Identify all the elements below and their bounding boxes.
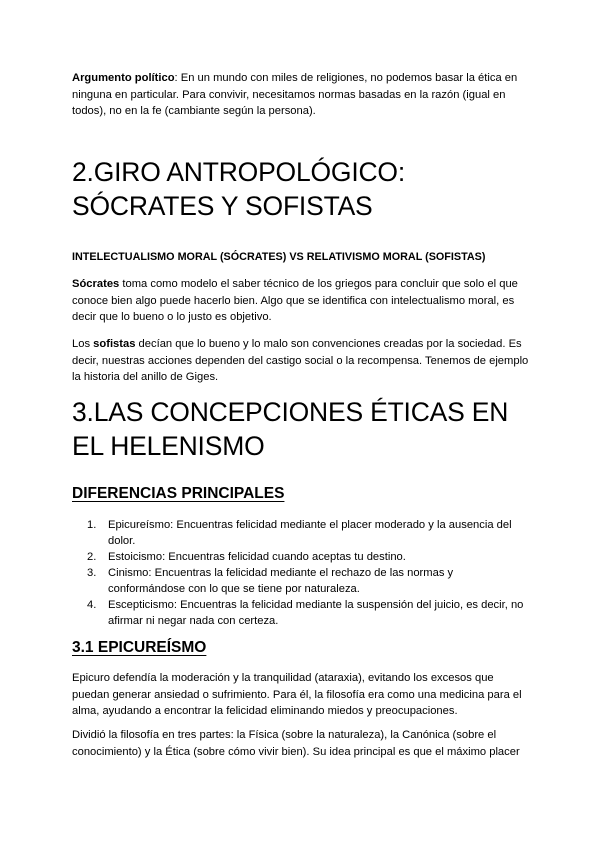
socrates-text: toma como modelo el saber técnico de los griegos para concluir que solo el que conoce bien algo puede hacerlo bien. Algo que se identifica con intelectualismo moral, es decir que lo bueno o lo justo es objetivo. [72, 278, 518, 323]
list-item-number: 1. [87, 519, 97, 531]
list-item-text: Escepticismo: Encuentras la felicidad mediante la suspensión del juicio, es decir, no afirmar ni negar nada con certeza. [108, 599, 524, 627]
sofistas-text: decían que lo bueno y lo malo son convenciones creadas por la sociedad. Es decir, nuestras acciones dependen del castigo social o la recompensa. Tenemos de ejemplo la historia del anillo de Giges. [72, 338, 529, 383]
epicureismo-text-1: Epicuro defendía la moderación y la tranquilidad (ataraxia), evitando los excesos que puedan generar ansiedad o sufrimiento. Para él, la filosofía era como una medicina para el alma, ayudando a encontrar la felicidad eliminando miedos y preocupaciones. [72, 672, 522, 717]
argumento-paragraph [72, 70, 530, 120]
section3-heading-line2: EL HELENISMO [72, 431, 265, 461]
epicureismo-text-2: Dividió la filosofía en tres partes: la Física (sobre la naturaleza), la Canónica (sobre el conocimiento) y la Ética (sobre cómo vivir bien). Su idea principal es que el máximo placer [72, 729, 520, 758]
sofistas-pre: Los [72, 338, 94, 350]
section3-heading-line1: 3.LAS CONCEPCIONES ÉTICAS EN [72, 397, 509, 427]
diferencias-heading [72, 484, 530, 504]
list-item [72, 549, 530, 565]
epicureismo-title: 3.1 EPICUREÍSMO [72, 639, 207, 656]
list-item-text: Cinismo: Encuentras la felicidad mediante el rechazo de las normas y conformándose con lo que se tiene por naturaleza. [108, 567, 454, 595]
section2-subheading [72, 250, 530, 264]
section3-heading [72, 395, 552, 463]
epicureismo-paragraph-2 [72, 727, 530, 760]
list-item [72, 517, 530, 549]
diferencias-list [72, 517, 530, 629]
list-item-number: 2. [87, 551, 97, 563]
section2-heading-line1: 2.GIRO ANTROPOLÓGICO: [72, 157, 406, 187]
section2-heading-line2: SÓCRATES Y SOFISTAS [72, 191, 373, 221]
socrates-lead: Sócrates [72, 278, 120, 290]
argumento-text: : En un mundo con miles de religiones, no podemos basar la ética en ninguna en particular. Para convivir, necesitamos normas basadas en la razón (igual en todos), no en la fe (cambiante según la persona). [72, 72, 518, 117]
section2-heading [72, 155, 552, 223]
list-item-text: Estoicismo: Encuentras felicidad cuando aceptas tu destino. [108, 551, 406, 563]
epicureismo-heading [72, 638, 530, 658]
list-item-number: 4. [87, 599, 97, 611]
epicureismo-paragraph-1 [72, 670, 530, 720]
sofistas-paragraph [72, 336, 530, 386]
intelectualismo-subheading: INTELECTUALISMO MORAL (SÓCRATES) VS RELATIVISMO MORAL (SOFISTAS) [72, 251, 486, 263]
sofistas-lead: sofistas [93, 338, 136, 350]
list-item-text: Epicureísmo: Encuentras felicidad mediante el placer moderado y la ausencia del dolor. [108, 519, 512, 547]
list-item-number: 3. [87, 567, 97, 579]
diferencias-title: DIFERENCIAS PRINCIPALES [72, 485, 285, 502]
list-item [72, 597, 530, 629]
argumento-lead: Argumento político [72, 72, 175, 84]
list-item [72, 565, 530, 597]
socrates-paragraph [72, 276, 530, 326]
